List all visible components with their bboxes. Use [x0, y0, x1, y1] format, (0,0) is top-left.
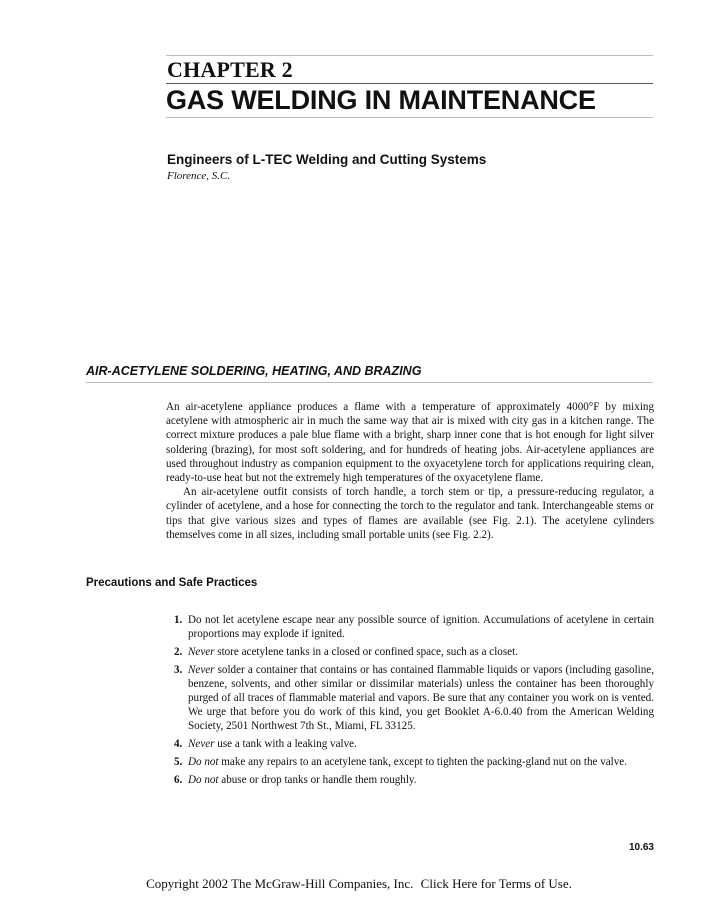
- paragraph: An air-acetylene outfit consists of torch handle, a torch stem or tip, a pressure-reducing regulator, a cylinder of acetylene, and a hose for connecting the torch to the regulator and tank. Interchangeable stems or tips that give various sizes and types of flames are available (see Fig. 2.1). The acetylene cylinders themselves come in all sizes, including small portable units (see Fig. 2.2).: [166, 486, 654, 541]
- list-number: 4.: [174, 738, 183, 751]
- list-item: [174, 645, 654, 659]
- page-number: 10.63: [628, 842, 654, 853]
- list-item: [174, 755, 654, 769]
- list-text: solder a container that contains or has contained flammable liquids or vapors (including gasoline, benzene, solvents, and other similar or dissimilar materials) unless the container has been thoroughly purged of all traces of flammable material and vapors. Be sure that any container you work on is vented. We urge that before you do work of this kind, you get Booklet A-6.0.40 from the American Welding Society, 2501 Northwest 7th St., Miami, FL 33125.: [188, 663, 654, 733]
- list-item: [174, 737, 654, 751]
- chapter-bottom-rule: [166, 117, 653, 118]
- author-name: Engineers of L-TEC Welding and Cutting Systems: [167, 152, 487, 167]
- subsection-heading: Precautions and Safe Practices: [86, 577, 258, 589]
- list-item: [174, 613, 654, 641]
- list-number: 5.: [174, 755, 183, 768]
- list-number: 3.: [174, 663, 183, 676]
- copyright-text: Copyright 2002 The McGraw-Hill Companies, Inc.: [146, 876, 414, 891]
- list-emphasis: Do not: [188, 773, 219, 786]
- list-text: store acetylene tanks in a closed or confined space, such as a closet.: [214, 645, 518, 658]
- section-body: [166, 400, 654, 542]
- list-item: [174, 663, 654, 734]
- chapter-title: GAS WELDING IN MAINTENANCE: [166, 85, 596, 115]
- section-rule: [86, 382, 653, 383]
- list-number: 6.: [174, 773, 183, 786]
- section-heading: AIR-ACETYLENE SOLDERING, HEATING, AND BRAZING: [86, 364, 422, 378]
- list-item: [174, 773, 654, 787]
- chapter-top-rule: [166, 55, 653, 56]
- list-number: 1.: [174, 614, 183, 626]
- list-number: 2.: [174, 645, 183, 658]
- list-emphasis: Never: [188, 738, 215, 751]
- precautions-list: [174, 613, 654, 790]
- list-emphasis: Never: [188, 645, 215, 658]
- chapter-label: CHAPTER 2: [167, 57, 293, 82]
- list-emphasis: Do not: [188, 755, 219, 768]
- list-text: use a tank with a leaking valve.: [214, 738, 357, 751]
- copyright-footer: [0, 876, 718, 892]
- list-text: make any repairs to an acetylene tank, except to tighten the packing-gland nut on the valve.: [218, 755, 627, 768]
- terms-of-use-link[interactable]: Click Here for Terms of Use.: [420, 876, 572, 891]
- list-emphasis: Never: [188, 663, 215, 676]
- list-text: Do not let acetylene escape near any possible source of ignition. Accumulations of acetylene in certain proportions may explode if ignited.: [188, 614, 654, 641]
- paragraph: An air-acetylene appliance produces a flame with a temperature of approximately 4000°F by mixing acetylene with atmospheric air in much the same way that air is mixed with city gas in a kitchen range. The correct mixture produces a pale blue flame with a bright, sharp inner cone that is hot enough for light silver soldering (brazing), for most soft soldering, and for hundreds of heating jobs. Air-acetylene appliances are used throughout industry as companion equipment to the oxyacetylene torch for applications requiring clean, ready-to-use heat but not the extremely high temperatures of the oxyacetylene flame.: [166, 401, 654, 485]
- list-text: abuse or drop tanks or handle them roughly.: [218, 773, 417, 786]
- chapter-mid-rule: [166, 83, 653, 84]
- author-location: Florence, S.C.: [167, 170, 231, 182]
